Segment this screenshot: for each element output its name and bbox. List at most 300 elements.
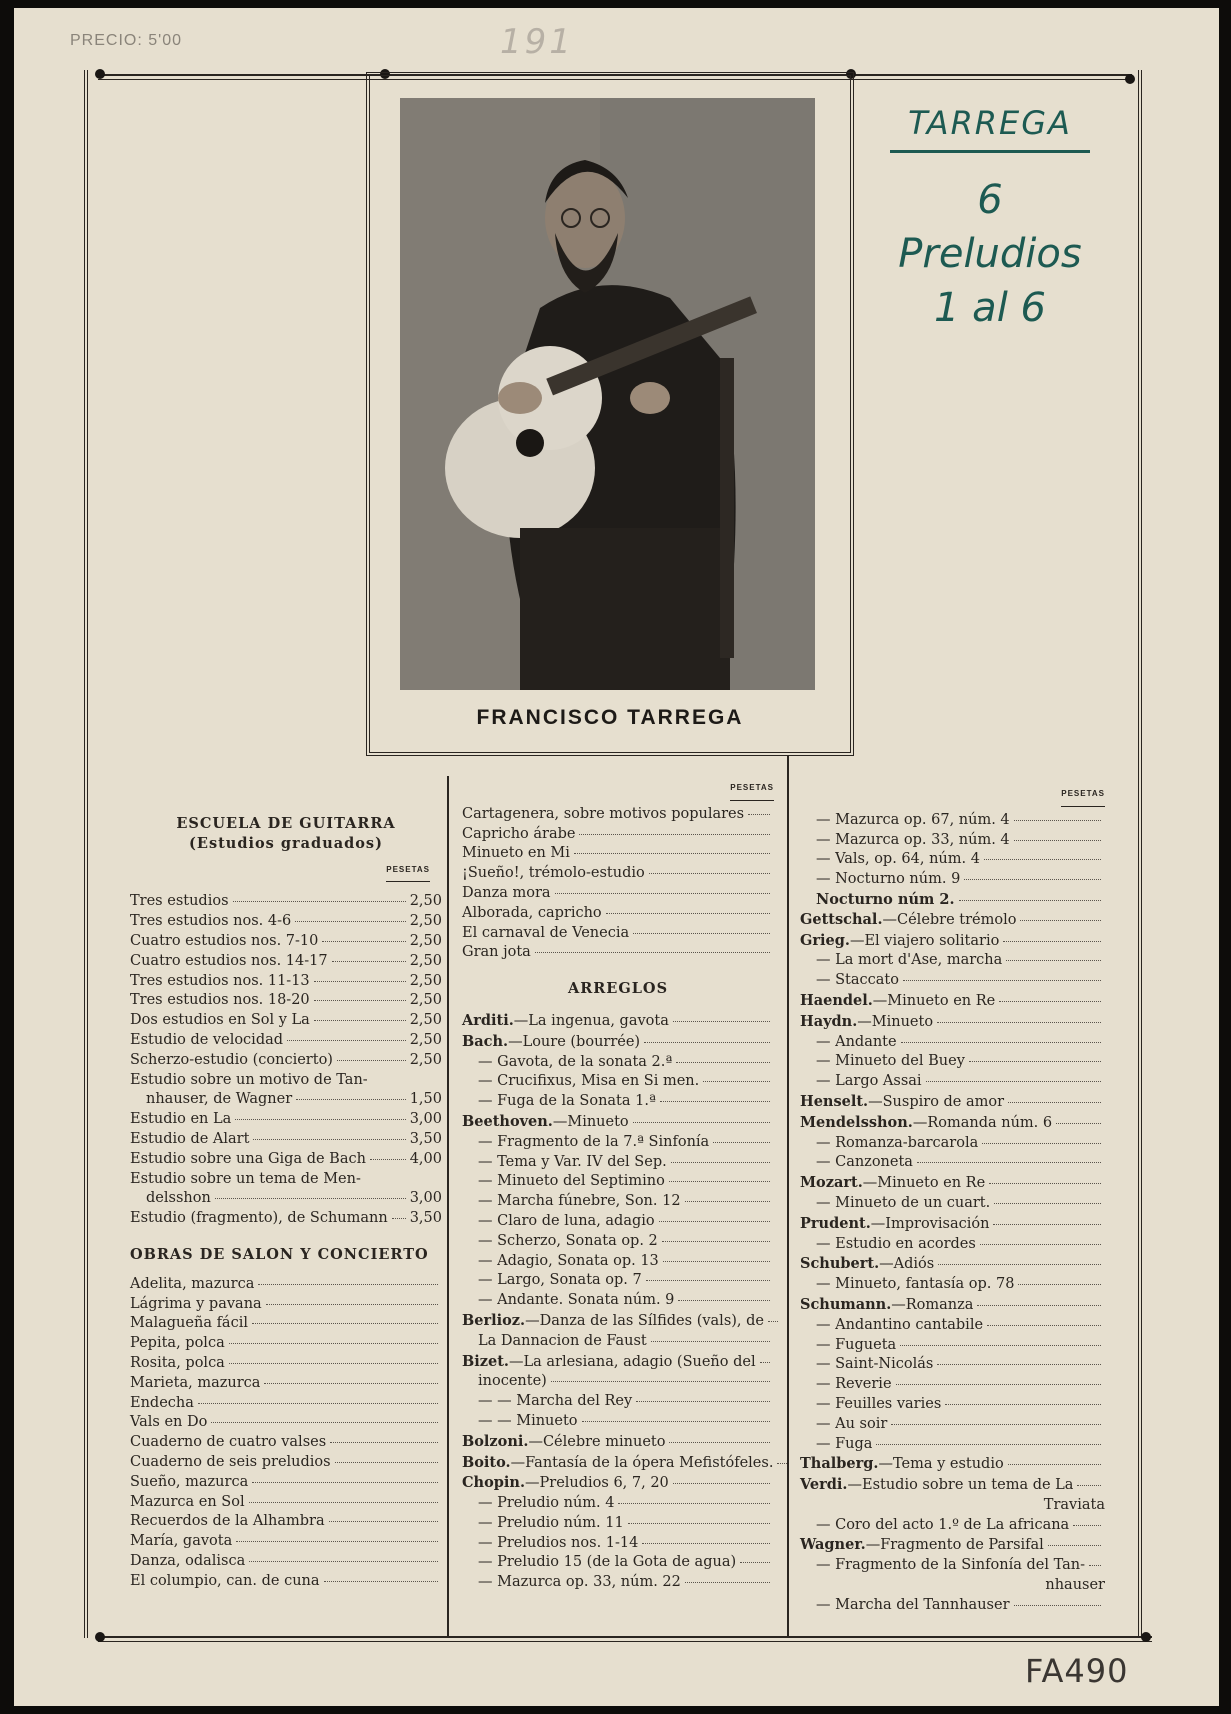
work-title: — Marcha fúnebre, Son. 12 [478,1193,681,1210]
arrangement-row [800,1072,1105,1092]
composer-name: Schubert. [800,1255,880,1273]
work-title: Traviata [1043,1496,1105,1513]
work-title: —Minueto [552,1113,629,1130]
arrangement-row [462,1352,774,1373]
item-price: 2,50 [409,913,442,930]
composer-name: Boito. [462,1453,511,1471]
pesetas-label-3: PESETAS [800,784,1105,807]
work-title: —Fragmento de Parsifal [865,1537,1044,1554]
dot-leader [264,1383,438,1384]
price-list-row [130,1473,442,1493]
work-title: — La mort d'Ase, marcha [816,952,1003,969]
arrangement-row [800,1194,1105,1214]
arreglos-list [462,1011,774,1593]
arrangement-row [800,1295,1105,1316]
handwritten-range: 1 al 6 [934,285,1046,331]
item-title: Pepita, polca [130,1335,225,1352]
dot-leader [370,1159,406,1160]
dot-leader [1014,840,1101,841]
arrangement-row [462,1392,774,1412]
item-price: 2,50 [409,952,442,969]
price-list-row [130,952,442,972]
dot-leader [582,1421,770,1422]
work-title: — Minueto, fantasía op. 78 [816,1276,1015,1293]
work-title: —Romanza [891,1296,974,1313]
dot-leader [249,1502,438,1503]
dot-leader [673,1021,770,1022]
dot-leader [917,1162,1101,1163]
handwritten-underline [890,150,1090,153]
section-title-obras: OBRAS DE SALON Y CONCIERTO [130,1245,429,1263]
dot-leader [685,1582,770,1583]
dot-leader [329,1521,438,1522]
price-list-row [130,1413,442,1433]
price-list-row [130,1130,442,1150]
corner-dot-tl [95,69,105,79]
dot-leader [901,1042,1101,1043]
composer-name: Mozart. [800,1174,863,1192]
dot-leader [253,1139,405,1140]
arrangement-row [462,1372,774,1392]
bottom-border-line-inner [98,1641,1152,1642]
item-title: Tres estudios [130,893,229,910]
arrangement-row [462,1553,774,1573]
dot-leader [662,1241,770,1242]
dot-leader [628,1523,770,1524]
arrangement-row [800,1092,1105,1113]
work-title: — — Marcha del Rey [478,1393,633,1410]
item-title: Dos estudios en Sol y La [130,1012,310,1029]
composer-name: Beethoven. [462,1112,553,1130]
item-title: Estudio sobre una Giga de Bach [130,1150,366,1167]
price-list-row [130,1110,442,1130]
dot-leader [330,1442,438,1443]
work-title: — Reverie [816,1376,892,1393]
item-title: Capricho árabe [462,825,576,842]
item-title: Estudio de Alart [130,1130,250,1147]
dot-leader [618,1503,770,1504]
dot-leader [669,1442,770,1443]
dot-leader [713,1142,770,1143]
item-title: Malagueña fácil [130,1315,248,1332]
dot-leader [1056,1123,1101,1124]
work-title: —Minueto en Re [862,1175,986,1192]
item-title: Adelita, mazurca [130,1275,255,1292]
section-subtitle-escuela: (Estudios graduados) [189,834,383,852]
dot-leader [748,814,770,815]
arrangement-row [800,1033,1105,1053]
arrangement-row [800,1375,1105,1395]
pesetas-label-1: PESETAS [130,860,442,883]
dot-leader [959,900,1101,901]
price-list-row [130,1433,442,1453]
arrangement-row [800,1275,1105,1295]
dot-leader [252,1482,438,1483]
arrangement-row [800,1556,1105,1576]
arrangement-row [800,1113,1105,1134]
dot-leader [1048,1545,1101,1546]
arrangement-row [462,1112,774,1133]
dot-leader [332,961,406,962]
dot-leader [314,1020,406,1021]
arrangement-row [800,1454,1105,1475]
work-title: — Fuga [816,1435,873,1452]
item-price: 3,50 [409,1210,442,1227]
dot-leader [252,1323,438,1324]
price-list-row [130,1051,442,1071]
price-list-row [130,1090,442,1110]
item-title: nhauser, de Wagner [146,1091,293,1108]
arrangement-row [800,1153,1105,1173]
work-title: — Staccato [816,972,899,989]
work-title: — Mazurca op. 33, núm. 22 [478,1574,681,1591]
arrangement-row [800,1496,1105,1516]
item-title: María, gavota [130,1533,233,1550]
work-title: inocente) [478,1373,547,1390]
dot-leader [660,1101,770,1102]
dot-leader [229,1363,438,1364]
arrangement-row [800,1254,1105,1275]
dot-leader [1014,1605,1102,1606]
price-list-row [462,884,774,904]
guitarist-figure [400,98,815,690]
dot-leader [633,1122,770,1123]
dot-leader [392,1218,406,1219]
dot-leader [964,879,1101,880]
arrangement-row [462,1252,774,1272]
dot-leader [606,913,770,914]
arrangement-row [462,1453,774,1474]
item-title: Estudio sobre un tema de Men- [130,1170,361,1187]
work-title: — Vals, op. 64, núm. 4 [816,851,980,868]
price-list-row [130,1334,442,1354]
dot-leader [322,941,405,942]
dot-leader [903,980,1101,981]
price-list-row [130,1071,442,1091]
item-title: Marieta, mazurca [130,1374,261,1391]
arrangement-row [800,1475,1105,1496]
price-list-row [130,1493,442,1513]
work-title: —Tema y estudio [878,1456,1004,1473]
arrangement-row [462,1232,774,1252]
work-title: — Minueto del Septimino [478,1173,665,1190]
dot-leader [900,1345,1101,1346]
dot-leader [636,1401,770,1402]
arrangement-row [800,1134,1105,1154]
arrangement-row [462,1534,774,1554]
work-title: — Saint-Nicolás [816,1356,934,1373]
item-price: 2,50 [409,1031,442,1048]
arrangement-row [462,1072,774,1092]
arrangement-row [800,831,1105,851]
item-title: Cuaderno de seis preludios [130,1453,331,1470]
price-list-row [130,892,442,912]
handwritten-work: Preludios [898,231,1082,277]
dot-leader [633,933,770,934]
dot-leader [236,1541,438,1542]
column-2 [462,778,774,1593]
work-title: — Largo, Sonata op. 7 [478,1272,642,1289]
price-list-row [462,904,774,924]
arrangement-row [800,1235,1105,1255]
work-title: — Gavota, de la sonata 2.ª [478,1053,673,1070]
item-title: ¡Sueño!, trémolo-estudio [462,865,645,882]
work-title: — Fragmento de la Sinfonía del Tan- [816,1557,1086,1574]
dot-leader [669,1181,770,1182]
pesetas-label-2: PESETAS [462,778,774,801]
composer-name: Henselt. [800,1092,869,1110]
arrangement-row [462,1092,774,1112]
item-title: Recuerdos de la Alhambra [130,1513,325,1530]
dot-leader [211,1422,438,1423]
arrangement-row [800,991,1105,1012]
work-title: —Danza de las Sílfides (vals), de [525,1312,765,1329]
item-price: 2,50 [409,972,442,989]
work-title: — Tema y Var. IV del Sep. [478,1153,667,1170]
work-title: — Preludios nos. 1-14 [478,1534,639,1551]
item-price: 3,00 [409,1111,442,1128]
work-title: nhauser [1045,1577,1105,1594]
arrangement-row [800,1173,1105,1194]
dot-leader [1089,1565,1101,1566]
dot-leader [198,1403,438,1404]
arrangement-row [462,1514,774,1534]
dot-leader [266,1304,438,1305]
dot-leader [1014,820,1101,821]
work-title: — Coro del acto 1.º de La africana [816,1516,1070,1533]
dot-leader [579,834,770,835]
price-list-row [130,1189,442,1209]
dot-leader [215,1198,406,1199]
work-title: —Minueto [857,1013,934,1030]
arrangement-row [462,1573,774,1593]
price-list-row [130,1314,442,1334]
composer-name: Grieg. [800,931,850,949]
composer-name: Schumann. [800,1295,892,1313]
dot-leader [977,1305,1101,1306]
arrangement-row [800,1395,1105,1415]
dot-leader [551,1381,770,1382]
dot-leader [945,1404,1101,1405]
work-title: —Fantasía de la ópera Mefistófeles. [510,1454,774,1471]
dot-leader [235,1119,405,1120]
arrangement-row [462,1011,774,1032]
dot-leader [982,1143,1101,1144]
composer-name: Berlioz. [462,1311,526,1329]
dot-leader [287,1040,406,1041]
dot-leader [296,1099,406,1100]
dot-leader [685,1201,770,1202]
arrangement-row [462,1212,774,1232]
composer-name: Thalberg. [800,1455,879,1473]
arrangement-row [462,1053,774,1073]
dot-leader [229,1343,438,1344]
arrangement-row [800,1435,1105,1455]
item-title: Tres estudios nos. 18-20 [130,992,310,1009]
work-title: — Crucifixus, Misa en Si men. [478,1073,700,1090]
column-3 [800,784,1105,1616]
dot-leader [768,1321,778,1322]
dot-leader [1073,1525,1101,1526]
composer-name: Verdi. [800,1476,848,1494]
arrangement-row [462,1153,774,1173]
dot-leader [663,1261,770,1262]
work-title: —Loure (bourrée) [508,1033,641,1050]
item-title: Cuaderno de cuatro valses [130,1434,327,1451]
work-title: —Romanda núm. 6 [912,1114,1053,1131]
work-title: — Feuilles varies [816,1395,942,1412]
dot-leader [740,1562,770,1563]
corner-dot-bl [95,1632,105,1642]
dot-leader [233,901,406,902]
dot-leader [646,1280,770,1281]
dot-leader [891,1424,1101,1425]
catalog-number: FA490 [1025,1652,1129,1690]
work-title: — Preludio núm. 11 [478,1514,624,1531]
dot-leader [938,1264,1101,1265]
column-1 [130,814,442,1591]
arrangement-row [462,1311,774,1332]
work-title: — Andantino cantabile [816,1316,984,1333]
item-title: Mazurca en Sol [130,1493,245,1510]
work-title: — Mazurca op. 33, núm. 4 [816,831,1010,848]
work-title: —Suspiro de amor [868,1093,1005,1110]
price-list-row [130,912,442,932]
dot-leader [937,1022,1101,1023]
item-title: Endecha [130,1394,194,1411]
dot-leader [876,1444,1101,1445]
dot-leader [1020,920,1101,921]
item-price: 2,50 [409,932,442,949]
work-title: —La ingenua, gavota [513,1012,669,1029]
work-title: — Au soir [816,1415,888,1432]
item-title: Tres estudios nos. 11-13 [130,972,310,989]
dot-leader [1077,1485,1101,1486]
item-title: Scherzo-estudio (concierto) [130,1051,333,1068]
column-separator-2 [787,756,789,1636]
work-title: —Estudio sobre un tema de La [847,1477,1074,1494]
arrangement-row [462,1291,774,1311]
composer-name: Gettschal. [800,910,883,928]
composer-name: Prudent. [800,1214,871,1232]
price-list-row [130,932,442,952]
dot-leader [969,1061,1101,1062]
dot-leader [678,1300,770,1301]
price-list-row [130,1354,442,1374]
dot-leader [644,1042,770,1043]
item-price: 3,50 [409,1130,442,1147]
item-title: El columpio, can. de cuna [130,1572,320,1589]
arrangement-row [462,1172,774,1192]
price-list-row [130,1394,442,1414]
arrangement-row [462,1494,774,1514]
item-price: 2,50 [409,992,442,1009]
price-list-row [462,943,774,963]
price-list-row [130,1011,442,1031]
dot-leader [993,1224,1101,1225]
arrangement-row [462,1271,774,1291]
price-list-row [462,844,774,864]
handwritten-composer: TARREGA [908,104,1072,142]
item-title: Estudio sobre un motivo de Tan- [130,1071,368,1088]
price-list-row [130,1532,442,1552]
section-title-escuela: ESCUELA DE GUITARRA [176,815,396,832]
composer-name: Haydn. [800,1012,858,1030]
dot-leader [314,1000,406,1001]
dot-leader [1006,960,1101,961]
dot-leader [659,1221,770,1222]
composer-name: Wagner. [800,1536,866,1554]
price-list-row [130,991,442,1011]
item-price: 1,50 [409,1091,442,1108]
work-title: — Andante. Sonata núm. 9 [478,1292,675,1309]
item-title: Sueño, mazurca [130,1473,249,1490]
work-title: — Fugueta [816,1336,897,1353]
arrangement-row [800,850,1105,870]
dot-leader [703,1081,770,1082]
dot-leader [777,1463,787,1464]
portrait-caption: FRANCISCO TARREGA [476,706,744,729]
arrangement-row [800,1336,1105,1356]
composer-name: Arditi. [462,1011,514,1029]
dot-leader [295,921,406,922]
price-list-row [130,1295,442,1315]
item-title: El carnaval de Venecia [462,924,630,941]
work-title: —Minueto en Re [872,992,996,1009]
arrangement-row [800,1052,1105,1072]
section-title-arreglos: ARREGLOS [567,980,669,998]
dot-leader [760,1362,770,1363]
item-price: 4,00 [409,1150,442,1167]
work-title: — Romanza-barcarola [816,1134,979,1151]
pencil-number: 191 [500,22,574,62]
work-title: — Fragmento de la 7.ª Sinfonía [478,1133,710,1150]
arrangement-row [800,870,1105,890]
arrangement-row [800,971,1105,991]
arrangement-row [800,1596,1105,1616]
dot-leader [926,1081,1101,1082]
arrangement-row [800,890,1105,910]
handwritten-title [850,104,1130,335]
composer-name: Bolzoni. [462,1432,529,1450]
dot-leader [651,1341,770,1342]
bottom-border-line [98,1636,1152,1638]
obras-continued-list [462,805,774,963]
item-title: Lágrima y pavana [130,1295,262,1312]
work-title: — — Minueto [478,1412,578,1429]
dot-leader [555,893,770,894]
composer-name: Chopin. [462,1474,525,1492]
dot-leader [676,1062,770,1063]
work-title: — Andante [816,1033,897,1050]
price-list-row [130,1209,442,1229]
dot-leader [673,1483,770,1484]
item-title: Alborada, capricho [462,904,602,921]
item-title: Cartagenera, sobre motivos populares [462,805,745,822]
work-title: — Fuga de la Sonata 1.ª [478,1093,656,1110]
work-title: — Claro de luna, adagio [478,1212,655,1229]
item-price: 2,50 [409,1051,442,1068]
obras-list [130,1275,442,1592]
item-title: Estudio (fragmento), de Schumann [130,1210,388,1227]
item-title: Rosita, polca [130,1354,225,1371]
arrangement-row [462,1473,774,1494]
column-separator-1 [447,776,449,1636]
dot-leader [649,873,770,874]
work-title: — Preludio 15 (de la Gota de agua) [478,1554,737,1571]
work-title: —Adiós [879,1256,935,1273]
dot-leader [937,1364,1101,1365]
